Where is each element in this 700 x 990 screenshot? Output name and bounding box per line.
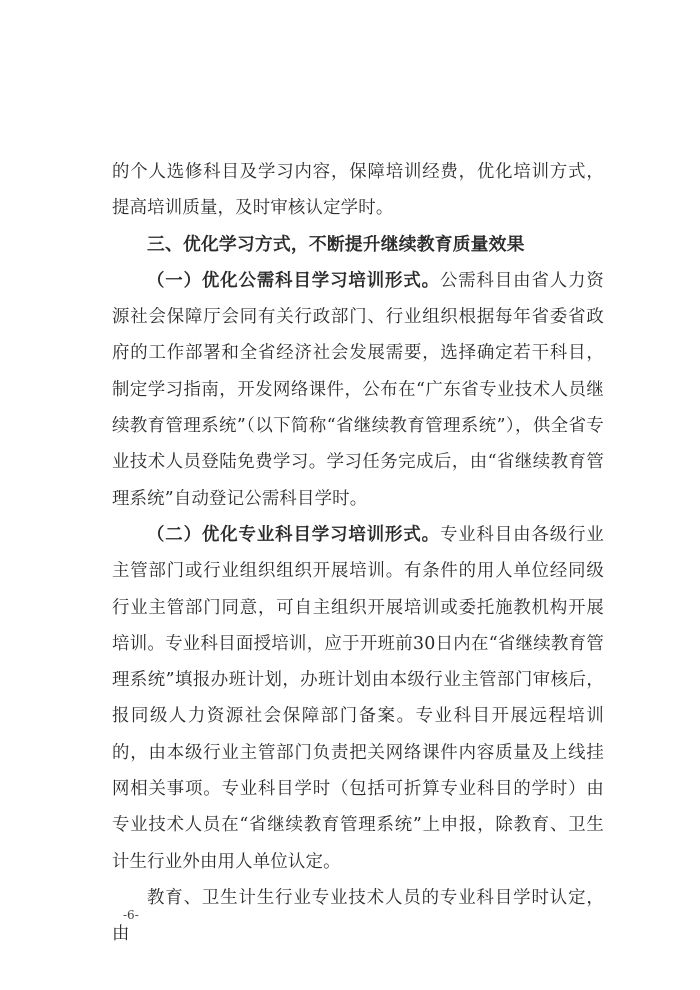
subheading-public-courses: （一）优化公需科目学习培训形式。 [147, 270, 440, 291]
paragraph-education-health [112, 880, 604, 953]
page-number: -6- [123, 908, 139, 922]
document-body [112, 154, 604, 953]
paragraph-text: 的个人选修科目及学习内容，保障培训经费，优化培训方式，提高培训质量，及时审核认定学时。 [112, 162, 604, 219]
paragraph-text: 教育、卫生计生行业专业技术人员的专业科目学时认定，由 [112, 887, 604, 945]
paragraph-professional-courses [112, 517, 604, 880]
paragraph-text: 专业科目由各级行业主管部门或行业组织组织开展培训。有条件的用人单位经同级行业主管部门同意，可自主组织开展培训或委托施教机构开展培训。专业科目面授培训，应于开班前30日内在“省继续教育管理系统”填报办班计划，办班计划由本级行业主管部门审核后，报同级人力资源社会保障部门备案。专业科目开展远程培训的，由本级行业主管部门负责把关网络课件内容质量及上线挂网相关事项。专业科目学时（包括可折算专业科目的学时）由专业技术人员在“省继续教育管理系统”上申报，除教育、卫生计生行业外由用人单位认定。 [112, 524, 604, 872]
subheading-professional-courses: （二）优化专业科目学习培训形式。 [147, 524, 440, 545]
paragraph-continuation [112, 154, 604, 227]
section-heading [112, 227, 604, 263]
section-heading-text: 三、优化学习方式，不断提升继续教育质量效果 [147, 233, 525, 255]
paragraph-public-courses [112, 263, 604, 517]
paragraph-text: 公需科目由省人力资源社会保障厅会同有关行政部门、行业组织根据每年省委省政府的工作部署和全省经济社会发展需要，选择确定若干科目，制定学习指南，开发网络课件，公布在“广东省专业技术人员继续教育管理系统”（以下简称“省继续教育管理系统”），供全省专业技术人员登陆免费学习。学习任务完成后，由“省继续教育管理系统”自动登记公需科目学时。 [112, 270, 604, 509]
